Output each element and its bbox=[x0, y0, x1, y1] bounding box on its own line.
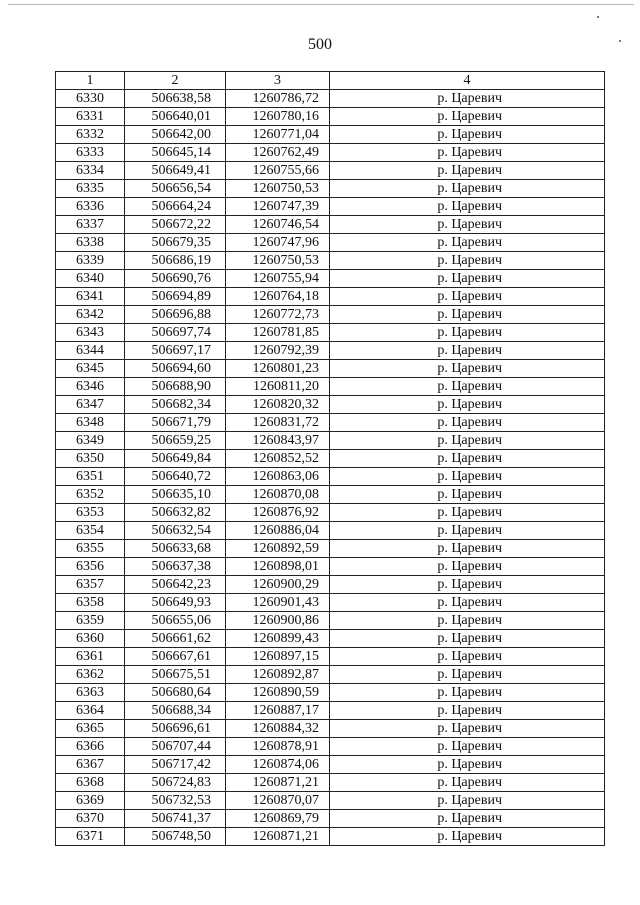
table-row bbox=[56, 162, 605, 180]
cell-object-name: р. Царевич bbox=[330, 702, 605, 720]
cell-object-name: р. Царевич bbox=[330, 234, 605, 252]
cell-y-coordinate: 1260876,92 bbox=[226, 504, 330, 522]
table-row bbox=[56, 792, 605, 810]
cell-x-coordinate: 506697,74 bbox=[125, 324, 226, 342]
cell-point-number: 6359 bbox=[56, 612, 125, 630]
table-row bbox=[56, 378, 605, 396]
table-row bbox=[56, 648, 605, 666]
cell-y-coordinate: 1260820,32 bbox=[226, 396, 330, 414]
cell-point-number: 6330 bbox=[56, 90, 125, 108]
cell-y-coordinate: 1260764,18 bbox=[226, 288, 330, 306]
cell-y-coordinate: 1260870,08 bbox=[226, 486, 330, 504]
cell-x-coordinate: 506717,42 bbox=[125, 756, 226, 774]
table-row bbox=[56, 342, 605, 360]
cell-object-name: р. Царевич bbox=[330, 162, 605, 180]
table-row bbox=[56, 756, 605, 774]
cell-object-name: р. Царевич bbox=[330, 774, 605, 792]
column-header-object: 4 bbox=[330, 72, 605, 90]
cell-y-coordinate: 1260747,96 bbox=[226, 234, 330, 252]
table-row bbox=[56, 396, 605, 414]
cell-point-number: 6345 bbox=[56, 360, 125, 378]
cell-x-coordinate: 506748,50 bbox=[125, 828, 226, 846]
cell-point-number: 6369 bbox=[56, 792, 125, 810]
cell-point-number: 6360 bbox=[56, 630, 125, 648]
cell-x-coordinate: 506667,61 bbox=[125, 648, 226, 666]
cell-x-coordinate: 506638,58 bbox=[125, 90, 226, 108]
cell-point-number: 6355 bbox=[56, 540, 125, 558]
cell-y-coordinate: 1260762,49 bbox=[226, 144, 330, 162]
cell-x-coordinate: 506732,53 bbox=[125, 792, 226, 810]
table-row bbox=[56, 684, 605, 702]
coordinates-table bbox=[55, 71, 605, 846]
cell-x-coordinate: 506649,93 bbox=[125, 594, 226, 612]
table-row bbox=[56, 486, 605, 504]
cell-x-coordinate: 506741,37 bbox=[125, 810, 226, 828]
cell-point-number: 6362 bbox=[56, 666, 125, 684]
table-row bbox=[56, 522, 605, 540]
cell-x-coordinate: 506688,34 bbox=[125, 702, 226, 720]
cell-point-number: 6331 bbox=[56, 108, 125, 126]
cell-y-coordinate: 1260900,29 bbox=[226, 576, 330, 594]
cell-object-name: р. Царевич bbox=[330, 810, 605, 828]
cell-y-coordinate: 1260852,52 bbox=[226, 450, 330, 468]
cell-y-coordinate: 1260871,21 bbox=[226, 828, 330, 846]
cell-x-coordinate: 506661,62 bbox=[125, 630, 226, 648]
cell-object-name: р. Царевич bbox=[330, 684, 605, 702]
cell-point-number: 6354 bbox=[56, 522, 125, 540]
cell-point-number: 6342 bbox=[56, 306, 125, 324]
table-row bbox=[56, 450, 605, 468]
cell-y-coordinate: 1260771,04 bbox=[226, 126, 330, 144]
cell-y-coordinate: 1260878,91 bbox=[226, 738, 330, 756]
column-header-point: 1 bbox=[56, 72, 125, 90]
cell-y-coordinate: 1260869,79 bbox=[226, 810, 330, 828]
table-row bbox=[56, 702, 605, 720]
table-row bbox=[56, 180, 605, 198]
table-row bbox=[56, 288, 605, 306]
table-row bbox=[56, 576, 605, 594]
table-header-row bbox=[56, 72, 605, 90]
table-row bbox=[56, 306, 605, 324]
cell-x-coordinate: 506696,88 bbox=[125, 306, 226, 324]
cell-y-coordinate: 1260899,43 bbox=[226, 630, 330, 648]
cell-y-coordinate: 1260755,94 bbox=[226, 270, 330, 288]
cell-object-name: р. Царевич bbox=[330, 612, 605, 630]
cell-object-name: р. Царевич bbox=[330, 576, 605, 594]
cell-point-number: 6343 bbox=[56, 324, 125, 342]
cell-point-number: 6351 bbox=[56, 468, 125, 486]
cell-point-number: 6349 bbox=[56, 432, 125, 450]
table-row bbox=[56, 612, 605, 630]
table-row bbox=[56, 810, 605, 828]
cell-x-coordinate: 506696,61 bbox=[125, 720, 226, 738]
cell-x-coordinate: 506679,35 bbox=[125, 234, 226, 252]
cell-x-coordinate: 506632,54 bbox=[125, 522, 226, 540]
cell-x-coordinate: 506680,64 bbox=[125, 684, 226, 702]
cell-object-name: р. Царевич bbox=[330, 630, 605, 648]
cell-point-number: 6368 bbox=[56, 774, 125, 792]
cell-object-name: р. Царевич bbox=[330, 648, 605, 666]
cell-object-name: р. Царевич bbox=[330, 558, 605, 576]
table-row bbox=[56, 198, 605, 216]
cell-object-name: р. Царевич bbox=[330, 90, 605, 108]
cell-x-coordinate: 506659,25 bbox=[125, 432, 226, 450]
cell-y-coordinate: 1260772,73 bbox=[226, 306, 330, 324]
cell-point-number: 6337 bbox=[56, 216, 125, 234]
cell-y-coordinate: 1260750,53 bbox=[226, 180, 330, 198]
cell-object-name: р. Царевич bbox=[330, 594, 605, 612]
column-header-x: 2 bbox=[125, 72, 226, 90]
cell-y-coordinate: 1260755,66 bbox=[226, 162, 330, 180]
cell-y-coordinate: 1260831,72 bbox=[226, 414, 330, 432]
cell-y-coordinate: 1260887,17 bbox=[226, 702, 330, 720]
cell-y-coordinate: 1260781,85 bbox=[226, 324, 330, 342]
cell-x-coordinate: 506664,24 bbox=[125, 198, 226, 216]
cell-point-number: 6357 bbox=[56, 576, 125, 594]
cell-x-coordinate: 506655,06 bbox=[125, 612, 226, 630]
cell-y-coordinate: 1260874,06 bbox=[226, 756, 330, 774]
cell-point-number: 6340 bbox=[56, 270, 125, 288]
cell-y-coordinate: 1260884,32 bbox=[226, 720, 330, 738]
cell-point-number: 6339 bbox=[56, 252, 125, 270]
table-row bbox=[56, 360, 605, 378]
cell-y-coordinate: 1260892,59 bbox=[226, 540, 330, 558]
cell-x-coordinate: 506672,22 bbox=[125, 216, 226, 234]
cell-point-number: 6352 bbox=[56, 486, 125, 504]
cell-x-coordinate: 506675,51 bbox=[125, 666, 226, 684]
cell-object-name: р. Царевич bbox=[330, 432, 605, 450]
cell-y-coordinate: 1260786,72 bbox=[226, 90, 330, 108]
cell-point-number: 6363 bbox=[56, 684, 125, 702]
table-row bbox=[56, 738, 605, 756]
cell-x-coordinate: 506642,23 bbox=[125, 576, 226, 594]
cell-object-name: р. Царевич bbox=[330, 540, 605, 558]
cell-object-name: р. Царевич bbox=[330, 378, 605, 396]
cell-object-name: р. Царевич bbox=[330, 666, 605, 684]
column-header-y: 3 bbox=[226, 72, 330, 90]
table-row bbox=[56, 414, 605, 432]
cell-point-number: 6341 bbox=[56, 288, 125, 306]
table-row bbox=[56, 270, 605, 288]
cell-point-number: 6364 bbox=[56, 702, 125, 720]
cell-object-name: р. Царевич bbox=[330, 198, 605, 216]
scan-edge-line bbox=[8, 4, 634, 5]
cell-point-number: 6334 bbox=[56, 162, 125, 180]
cell-y-coordinate: 1260870,07 bbox=[226, 792, 330, 810]
cell-object-name: р. Царевич bbox=[330, 180, 605, 198]
table-row bbox=[56, 594, 605, 612]
cell-x-coordinate: 506640,72 bbox=[125, 468, 226, 486]
table-row bbox=[56, 630, 605, 648]
cell-point-number: 6358 bbox=[56, 594, 125, 612]
table-row bbox=[56, 252, 605, 270]
scan-speck bbox=[597, 16, 599, 18]
cell-x-coordinate: 506694,60 bbox=[125, 360, 226, 378]
cell-y-coordinate: 1260871,21 bbox=[226, 774, 330, 792]
cell-y-coordinate: 1260886,04 bbox=[226, 522, 330, 540]
cell-object-name: р. Царевич bbox=[330, 486, 605, 504]
cell-x-coordinate: 506637,38 bbox=[125, 558, 226, 576]
cell-object-name: р. Царевич bbox=[330, 342, 605, 360]
table-row bbox=[56, 774, 605, 792]
table-row bbox=[56, 144, 605, 162]
cell-object-name: р. Царевич bbox=[330, 360, 605, 378]
cell-y-coordinate: 1260843,97 bbox=[226, 432, 330, 450]
cell-object-name: р. Царевич bbox=[330, 270, 605, 288]
cell-object-name: р. Царевич bbox=[330, 216, 605, 234]
cell-point-number: 6338 bbox=[56, 234, 125, 252]
cell-object-name: р. Царевич bbox=[330, 450, 605, 468]
cell-y-coordinate: 1260780,16 bbox=[226, 108, 330, 126]
cell-object-name: р. Царевич bbox=[330, 324, 605, 342]
cell-object-name: р. Царевич bbox=[330, 738, 605, 756]
cell-object-name: р. Царевич bbox=[330, 396, 605, 414]
cell-point-number: 6366 bbox=[56, 738, 125, 756]
cell-object-name: р. Царевич bbox=[330, 288, 605, 306]
cell-y-coordinate: 1260750,53 bbox=[226, 252, 330, 270]
cell-y-coordinate: 1260900,86 bbox=[226, 612, 330, 630]
cell-object-name: р. Царевич bbox=[330, 306, 605, 324]
table-row bbox=[56, 216, 605, 234]
cell-point-number: 6332 bbox=[56, 126, 125, 144]
cell-y-coordinate: 1260863,06 bbox=[226, 468, 330, 486]
table-row bbox=[56, 108, 605, 126]
cell-y-coordinate: 1260898,01 bbox=[226, 558, 330, 576]
cell-object-name: р. Царевич bbox=[330, 414, 605, 432]
cell-point-number: 6356 bbox=[56, 558, 125, 576]
cell-x-coordinate: 506642,00 bbox=[125, 126, 226, 144]
cell-object-name: р. Царевич bbox=[330, 468, 605, 486]
table-row bbox=[56, 126, 605, 144]
table-row bbox=[56, 828, 605, 846]
cell-point-number: 6348 bbox=[56, 414, 125, 432]
cell-point-number: 6353 bbox=[56, 504, 125, 522]
cell-object-name: р. Царевич bbox=[330, 144, 605, 162]
cell-point-number: 6350 bbox=[56, 450, 125, 468]
cell-object-name: р. Царевич bbox=[330, 504, 605, 522]
cell-object-name: р. Царевич bbox=[330, 252, 605, 270]
cell-y-coordinate: 1260892,87 bbox=[226, 666, 330, 684]
cell-x-coordinate: 506697,17 bbox=[125, 342, 226, 360]
cell-x-coordinate: 506688,90 bbox=[125, 378, 226, 396]
table-row bbox=[56, 234, 605, 252]
cell-point-number: 6347 bbox=[56, 396, 125, 414]
cell-x-coordinate: 506686,19 bbox=[125, 252, 226, 270]
cell-y-coordinate: 1260901,43 bbox=[226, 594, 330, 612]
table-row bbox=[56, 432, 605, 450]
cell-object-name: р. Царевич bbox=[330, 792, 605, 810]
cell-x-coordinate: 506656,54 bbox=[125, 180, 226, 198]
cell-object-name: р. Царевич bbox=[330, 756, 605, 774]
table-row bbox=[56, 666, 605, 684]
cell-y-coordinate: 1260792,39 bbox=[226, 342, 330, 360]
table-row bbox=[56, 720, 605, 738]
cell-x-coordinate: 506671,79 bbox=[125, 414, 226, 432]
table-row bbox=[56, 558, 605, 576]
cell-x-coordinate: 506633,68 bbox=[125, 540, 226, 558]
table-row bbox=[56, 540, 605, 558]
cell-point-number: 6367 bbox=[56, 756, 125, 774]
table-row bbox=[56, 468, 605, 486]
cell-y-coordinate: 1260801,23 bbox=[226, 360, 330, 378]
page-number: 500 bbox=[308, 36, 332, 53]
cell-object-name: р. Царевич bbox=[330, 522, 605, 540]
cell-y-coordinate: 1260747,39 bbox=[226, 198, 330, 216]
cell-x-coordinate: 506724,83 bbox=[125, 774, 226, 792]
cell-x-coordinate: 506690,76 bbox=[125, 270, 226, 288]
cell-point-number: 6365 bbox=[56, 720, 125, 738]
cell-object-name: р. Царевич bbox=[330, 126, 605, 144]
cell-object-name: р. Царевич bbox=[330, 720, 605, 738]
cell-object-name: р. Царевич bbox=[330, 108, 605, 126]
cell-point-number: 6371 bbox=[56, 828, 125, 846]
cell-object-name: р. Царевич bbox=[330, 828, 605, 846]
cell-point-number: 6346 bbox=[56, 378, 125, 396]
cell-point-number: 6370 bbox=[56, 810, 125, 828]
cell-y-coordinate: 1260811,20 bbox=[226, 378, 330, 396]
cell-x-coordinate: 506682,34 bbox=[125, 396, 226, 414]
table-row bbox=[56, 90, 605, 108]
cell-y-coordinate: 1260746,54 bbox=[226, 216, 330, 234]
cell-y-coordinate: 1260890,59 bbox=[226, 684, 330, 702]
cell-x-coordinate: 506694,89 bbox=[125, 288, 226, 306]
cell-point-number: 6336 bbox=[56, 198, 125, 216]
cell-point-number: 6335 bbox=[56, 180, 125, 198]
cell-x-coordinate: 506649,41 bbox=[125, 162, 226, 180]
cell-x-coordinate: 506707,44 bbox=[125, 738, 226, 756]
cell-x-coordinate: 506640,01 bbox=[125, 108, 226, 126]
table-row bbox=[56, 504, 605, 522]
cell-x-coordinate: 506645,14 bbox=[125, 144, 226, 162]
cell-x-coordinate: 506635,10 bbox=[125, 486, 226, 504]
cell-x-coordinate: 506632,82 bbox=[125, 504, 226, 522]
cell-y-coordinate: 1260897,15 bbox=[226, 648, 330, 666]
cell-point-number: 6344 bbox=[56, 342, 125, 360]
cell-point-number: 6361 bbox=[56, 648, 125, 666]
cell-x-coordinate: 506649,84 bbox=[125, 450, 226, 468]
table-row bbox=[56, 324, 605, 342]
cell-point-number: 6333 bbox=[56, 144, 125, 162]
